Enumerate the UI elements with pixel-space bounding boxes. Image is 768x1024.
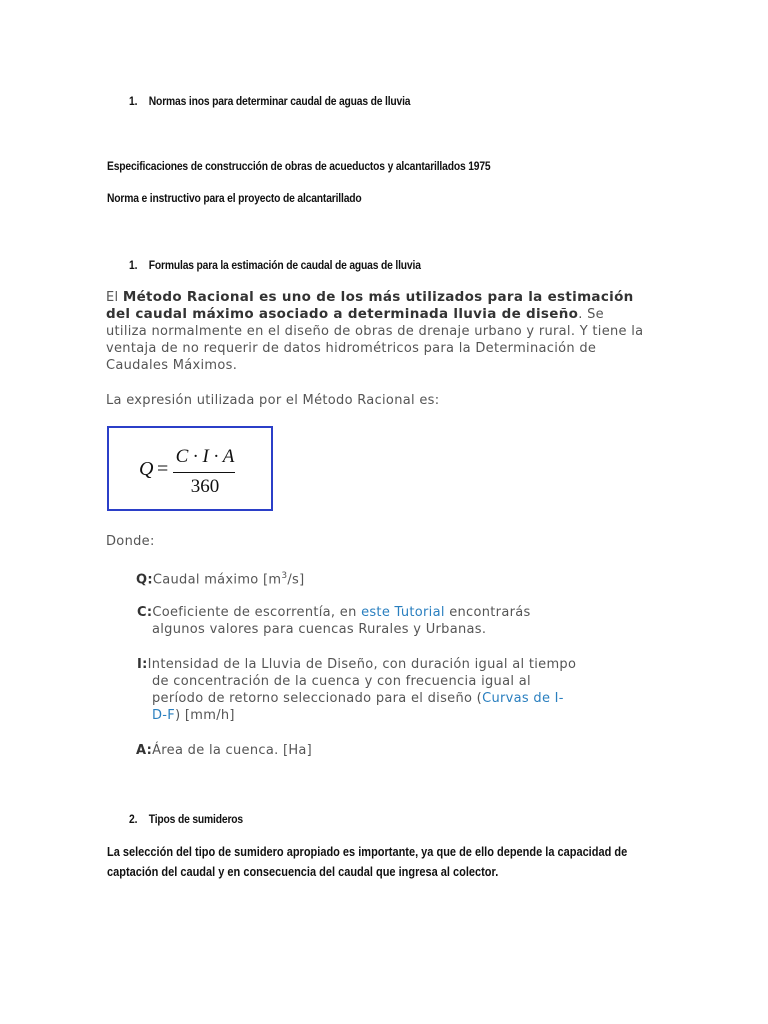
intro-rest: . Se utiliza normalmente en el diseño de obras de drenaje urbano y rural. Y tiene la ventaja de no requerir de datos hidrométricos para la Determinación de Caudales Máximos. [106,307,644,373]
intro-paragraph [106,289,646,374]
definition-a [136,742,312,759]
spec-alcantarillado: Norma e instructivo para el proyecto de alcantarillado [107,191,362,205]
heading-formulas [129,258,421,272]
definition-c-label: C: [137,605,153,620]
definition-i [137,656,577,724]
heading-normas-number: 1. [129,94,138,108]
closing-paragraph: La selección del tipo de sumidero apropiado es importante, ya que de ello depende la capacidad de captación del caudal y en consecuencia del caudal que ingresa al colector. [107,845,628,879]
definition-a-label: A: [136,743,153,758]
tutorial-link[interactable]: este Tutorial [361,605,445,620]
heading-formulas-text: Formulas para la estimación de caudal de aguas de lluvia [148,258,421,272]
definition-q [136,568,304,588]
formula-box [107,426,273,511]
intro-bold: Método Racional es uno de los más utilizados para la estimación del caudal máximo asociado a determinada lluvia de diseño [106,289,634,322]
expresion-text: La expresión utilizada por el Método Racional es: [106,393,440,408]
formula-numerator: C · I · A [175,446,235,467]
formula-fraction-bar [173,472,235,473]
heading-normas-text: Normas inos para determinar caudal de aguas de lluvia [148,94,411,108]
formula-lhs: Q [139,458,154,480]
curvas-idf-link[interactable]: Curvas de I-D-F [152,691,564,723]
definition-i-after: ) [mm/h] [175,708,235,723]
definition-c-after: encontrarás algunos valores para cuencas Rurales y Urbanas. [152,605,531,637]
donde-label: Donde: [106,534,155,549]
heading-formulas-number: 1. [129,258,138,272]
definition-q-after: /s] [287,572,305,588]
intro-lead: El [106,290,123,305]
definition-i-label: I: [137,657,148,672]
heading-tipos [129,812,243,826]
definition-q-text: Caudal máximo [m [152,572,282,588]
definition-c-text: Coeficiente de escorrentía, en [152,605,362,620]
formula-denominator: 360 [190,476,220,497]
definition-q-sup: 3 [281,571,288,581]
definition-q-label: Q: [136,572,153,588]
formula-equals: = [157,458,169,480]
heading-normas [129,94,410,108]
definition-i-text: Intensidad de la Lluvia de Diseño, con duración igual al tiempo de concentración de la cuenca y con frecuencia igual al período de retorno seleccionado para el diseño ( [147,657,577,706]
heading-tipos-text: Tipos de sumideros [148,812,243,826]
definition-c [137,604,552,638]
definition-a-text: Área de la cuenca. [Ha] [152,743,313,758]
spec-acueductos: Especificaciones de construcción de obras de acueductos y alcantarillados 1975 [107,159,491,173]
heading-tipos-number: 2. [129,812,138,826]
